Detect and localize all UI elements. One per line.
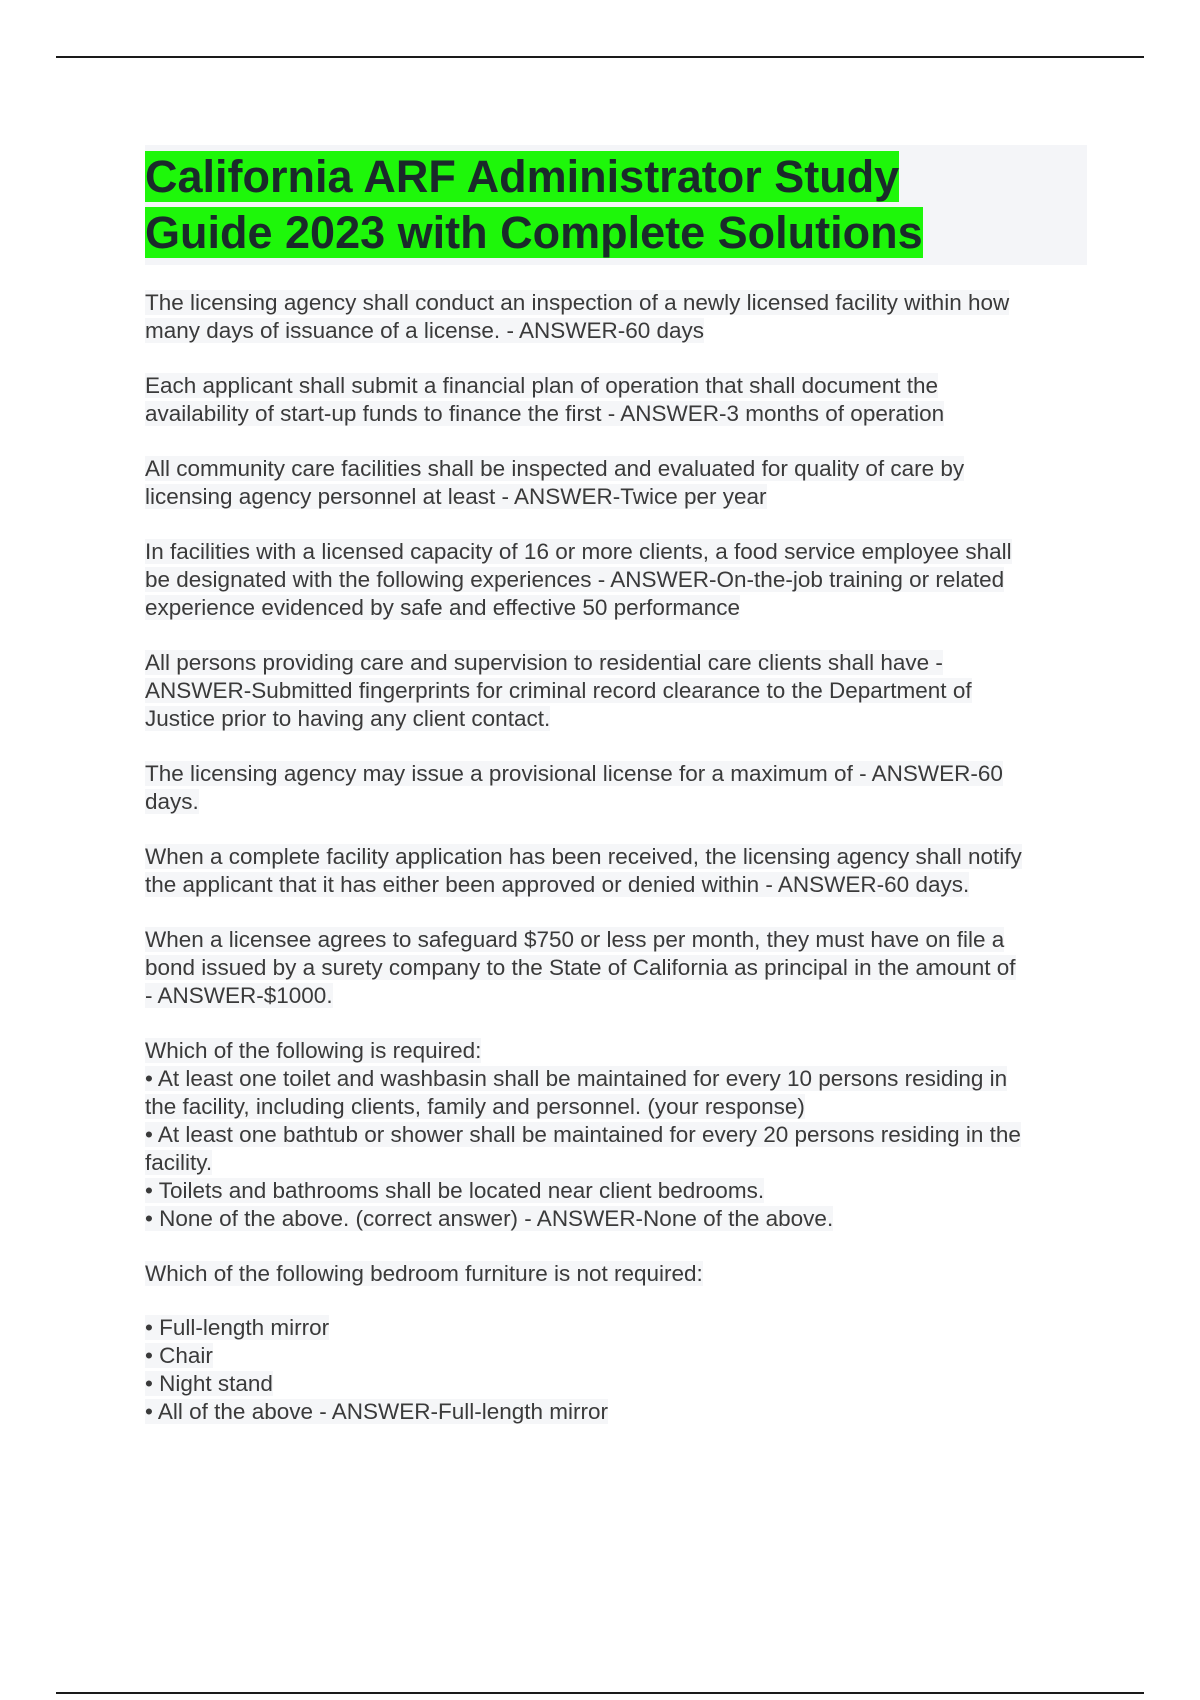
option-line bbox=[145, 1342, 1087, 1370]
qa-item bbox=[145, 649, 1087, 733]
qa-item bbox=[145, 372, 1087, 428]
qa-line bbox=[145, 1037, 1087, 1065]
qa-item bbox=[145, 455, 1087, 511]
qa-line bbox=[145, 1065, 1087, 1093]
qa-line bbox=[145, 538, 1087, 566]
qa-line bbox=[145, 1260, 1087, 1288]
qa-line bbox=[145, 1093, 1087, 1121]
qa-item bbox=[145, 1037, 1087, 1233]
qa-item bbox=[145, 843, 1087, 899]
option-line bbox=[145, 1370, 1087, 1398]
qa-line bbox=[145, 317, 1087, 345]
qa-line bbox=[145, 566, 1087, 594]
qa-line-text: many days of issuance of a license. - ANSWER-60 days bbox=[145, 318, 704, 343]
qa-item bbox=[145, 760, 1087, 816]
qa-item-last bbox=[145, 1260, 1087, 1426]
qa-line bbox=[145, 372, 1087, 400]
qa-line bbox=[145, 594, 1087, 622]
qa-line-text: When a complete facility application has been received, the licensing agency shall notify bbox=[145, 844, 1022, 869]
qa-item bbox=[145, 289, 1087, 345]
option-text: • Full-length mirror bbox=[145, 1315, 330, 1340]
qa-line-text: Each applicant shall submit a financial plan of operation that shall document the bbox=[145, 373, 938, 398]
qa-line-text: • Toilets and bathrooms shall be located near client bedrooms. bbox=[145, 1178, 765, 1203]
qa-line-text: - ANSWER-$1000. bbox=[145, 983, 333, 1008]
title-line: California ARF Administrator Study bbox=[145, 151, 900, 202]
qa-line bbox=[145, 1149, 1087, 1177]
qa-line-text: All persons providing care and supervision to residential care clients shall have - bbox=[145, 650, 943, 675]
option-text: • All of the above - ANSWER-Full-length mirror bbox=[145, 1399, 609, 1424]
qa-line-text: The licensing agency shall conduct an inspection of a newly licensed facility within how bbox=[145, 290, 1010, 315]
qa-line bbox=[145, 649, 1087, 677]
qa-line bbox=[145, 483, 1087, 511]
qa-line-text: bond issued by a surety company to the State of California as principal in the amount of bbox=[145, 955, 1016, 980]
qa-line bbox=[145, 677, 1087, 705]
qa-line-text: ANSWER-Submitted fingerprints for criminal record clearance to the Department of bbox=[145, 678, 972, 703]
document-title-block bbox=[145, 145, 1087, 265]
qa-line-text: licensing agency personnel at least - ANSWER-Twice per year bbox=[145, 484, 767, 509]
header-rule bbox=[56, 56, 1144, 58]
footer-rule bbox=[56, 1692, 1144, 1694]
qa-item bbox=[145, 926, 1087, 1010]
qa-line-text: be designated with the following experiences - ANSWER-On-the-job training or related bbox=[145, 567, 1005, 592]
qa-line-text: experience evidenced by safe and effective 50 performance bbox=[145, 595, 740, 620]
qa-line bbox=[145, 1177, 1087, 1205]
qa-line bbox=[145, 1205, 1087, 1233]
qa-line-text: the applicant that it has either been approved or denied within - ANSWER-60 days. bbox=[145, 872, 970, 897]
qa-list bbox=[145, 289, 1087, 1233]
qa-line bbox=[145, 400, 1087, 428]
qa-line-text: • At least one bathtub or shower shall be maintained for every 20 persons residing in the bbox=[145, 1122, 1021, 1147]
qa-item bbox=[145, 538, 1087, 622]
option-text: • Chair bbox=[145, 1343, 213, 1368]
qa-line-text: days. bbox=[145, 789, 199, 814]
qa-line bbox=[145, 705, 1087, 733]
qa-line-text: • None of the above. (correct answer) - ANSWER-None of the above. bbox=[145, 1206, 834, 1231]
option-text: • Night stand bbox=[145, 1371, 273, 1396]
question-text: Which of the following bedroom furniture is not required: bbox=[145, 1261, 703, 1286]
qa-line-text: In facilities with a licensed capacity of 16 or more clients, a food service employee shall bbox=[145, 539, 1012, 564]
option-line bbox=[145, 1398, 1087, 1426]
qa-line bbox=[145, 455, 1087, 483]
qa-line bbox=[145, 788, 1087, 816]
qa-line bbox=[145, 871, 1087, 899]
spacer bbox=[145, 1288, 1087, 1314]
qa-line bbox=[145, 843, 1087, 871]
qa-line-text: facility. bbox=[145, 1150, 213, 1175]
qa-line-text: Which of the following is required: bbox=[145, 1038, 482, 1063]
qa-line-text: Justice prior to having any client contact. bbox=[145, 706, 551, 731]
qa-line bbox=[145, 289, 1087, 317]
qa-line bbox=[145, 954, 1087, 982]
title-line: Guide 2023 with Complete Solutions bbox=[145, 207, 923, 258]
document-body bbox=[145, 145, 1087, 1453]
qa-line-text: The licensing agency may issue a provisional license for a maximum of - ANSWER-60 bbox=[145, 761, 1003, 786]
qa-line-text: • At least one toilet and washbasin shall be maintained for every 10 persons residing in bbox=[145, 1066, 1008, 1091]
qa-line-text: availability of start-up funds to finance the first - ANSWER-3 months of operation bbox=[145, 401, 945, 426]
option-line bbox=[145, 1314, 1087, 1342]
qa-line bbox=[145, 1121, 1087, 1149]
qa-line-text: When a licensee agrees to safeguard $750 or less per month, they must have on file a bbox=[145, 927, 1005, 952]
qa-line bbox=[145, 760, 1087, 788]
qa-line bbox=[145, 926, 1087, 954]
document-title bbox=[145, 149, 1087, 261]
qa-line-text: All community care facilities shall be inspected and evaluated for quality of care by bbox=[145, 456, 965, 481]
qa-line-text: the facility, including clients, family and personnel. (your response) bbox=[145, 1094, 805, 1119]
qa-line bbox=[145, 982, 1087, 1010]
